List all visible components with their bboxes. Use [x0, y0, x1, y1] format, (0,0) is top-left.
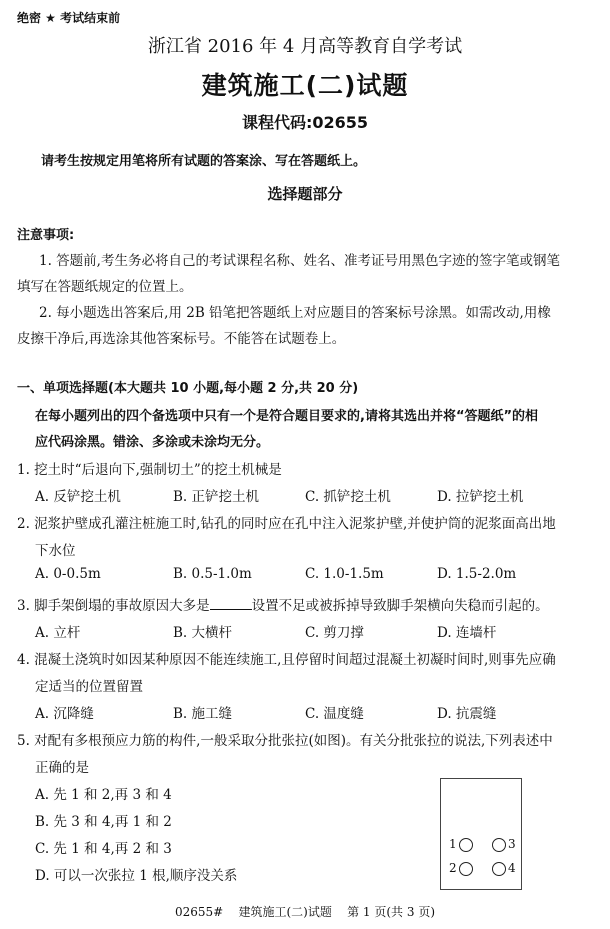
- question-3-stem: [17, 594, 549, 614]
- question-1-option-c: C. 抓铲挖土机: [305, 489, 391, 505]
- tendon-circle-4: [492, 862, 506, 876]
- exam-title: 浙江省 2016 年 4 月高等教育自学考试: [147, 36, 463, 57]
- question-3-option-c: C. 剪刀撑: [305, 625, 364, 641]
- part1-instruction-line-2: 应代码涂黑。错涂、多涂或未涂均无分。: [35, 435, 270, 450]
- question-2-option-d: D. 1.5-2.0m: [437, 566, 517, 582]
- tendon-circle-3: [492, 838, 506, 852]
- question-3-stem-part-2: 设置不足或被拆掉导致脚手架横向失稳而引起的。: [251, 598, 549, 614]
- course-code: 课程代码:02655: [241, 113, 369, 132]
- question-3-option-b: B. 大横杆: [173, 625, 233, 641]
- tendon-circle-2: [459, 862, 473, 876]
- answer-notice: 请考生按规定用笔将所有试题的答案涂、写在答题纸上。: [41, 154, 367, 169]
- subject-title: 建筑施工(二)试题: [201, 71, 409, 100]
- question-4-option-c: C. 温度缝: [305, 706, 364, 722]
- attention-item-2-line-1: 2. 每小题选出答案后,用 2B 铅笔把答题纸上对应题目的答案标号涂黑。如需改动,用橡: [39, 305, 551, 321]
- question-5-stem-line-2: 正确的是: [35, 760, 89, 776]
- question-1-option-a: A. 反铲挖土机: [35, 489, 121, 505]
- tendon-circle-1: [459, 838, 473, 852]
- question-3-stem-part-1: 3. 脚手架倒塌的事故原因大多是: [17, 598, 210, 614]
- page-footer: 02655# 建筑施工(二)试题 第 1 页(共 3 页): [175, 905, 435, 919]
- attention-title: 注意事项:: [17, 228, 75, 243]
- question-1-stem: 1. 挖土时“后退向下,强制切土”的挖土机械是: [17, 462, 282, 478]
- question-2-option-c: C. 1.0-1.5m: [305, 566, 384, 582]
- part1-title: 一、单项选择题(本大题共 10 小题,每小题 2 分,共 20 分): [17, 381, 359, 396]
- question-2-option-a: A. 0-0.5m: [35, 566, 101, 582]
- section-title: 选择题部分: [267, 185, 343, 203]
- attention-item-1-line-1: 1. 答题前,考生务必将自己的考试课程名称、姓名、准考证号用黑色字迹的签字笔或钢笔: [39, 253, 560, 269]
- question-5-stem-line-1: 5. 对配有多根预应力筋的构件,一般采取分批张拉(如图)。有关分批张拉的说法,下列表述中: [17, 733, 553, 749]
- question-5-option-a: A. 先 1 和 2,再 3 和 4: [35, 787, 172, 803]
- question-2-option-b: B. 0.5-1.0m: [173, 566, 252, 582]
- attention-item-2-line-2: 皮擦干净后,再选涂其他答案标号。不能答在试题卷上。: [17, 331, 346, 347]
- tendon-label-1: 1: [449, 837, 457, 851]
- part1-instruction-line-1: 在每小题列出的四个备选项中只有一个是符合题目要求的,请将其选出并将“答题纸”的相: [35, 409, 539, 424]
- question-4-stem-line-2: 定适当的位置留置: [35, 679, 143, 695]
- question-4-option-d: D. 抗震缝: [437, 706, 497, 722]
- attention-item-1-line-2: 填写在答题纸规定的位置上。: [17, 279, 193, 295]
- question-3-option-d: D. 连墙杆: [437, 625, 497, 641]
- tendon-label-3: 3: [508, 837, 516, 851]
- question-4-option-a: A. 沉降缝: [35, 706, 94, 722]
- secret-label: 绝密 ★ 考试结束前: [17, 11, 121, 25]
- question-4-stem-line-1: 4. 混凝土浇筑时如因某种原因不能连续施工,且停留时间超过混凝土初凝时间时,则事先应确: [17, 652, 556, 668]
- tendon-layout-figure: [440, 778, 522, 890]
- question-5-option-d: D. 可以一次张拉 1 根,顺序没关系: [35, 868, 238, 884]
- question-4-option-b: B. 施工缝: [173, 706, 233, 722]
- question-3-option-a: A. 立杆: [35, 625, 81, 641]
- tendon-label-2: 2: [449, 861, 457, 875]
- question-5-option-c: C. 先 1 和 4,再 2 和 3: [35, 841, 172, 857]
- question-2-stem-line-2: 下水位: [35, 543, 76, 559]
- question-5-option-b: B. 先 3 和 4,再 1 和 2: [35, 814, 172, 830]
- tendon-label-4: 4: [508, 861, 516, 875]
- answer-blank: [210, 597, 252, 610]
- question-2-stem-line-1: 2. 泥浆护壁成孔灌注桩施工时,钻孔的同时应在孔中注入泥浆护壁,并使护筒的泥浆面高出地: [17, 516, 556, 532]
- question-1-option-d: D. 拉铲挖土机: [437, 489, 524, 505]
- question-1-option-b: B. 正铲挖土机: [173, 489, 260, 505]
